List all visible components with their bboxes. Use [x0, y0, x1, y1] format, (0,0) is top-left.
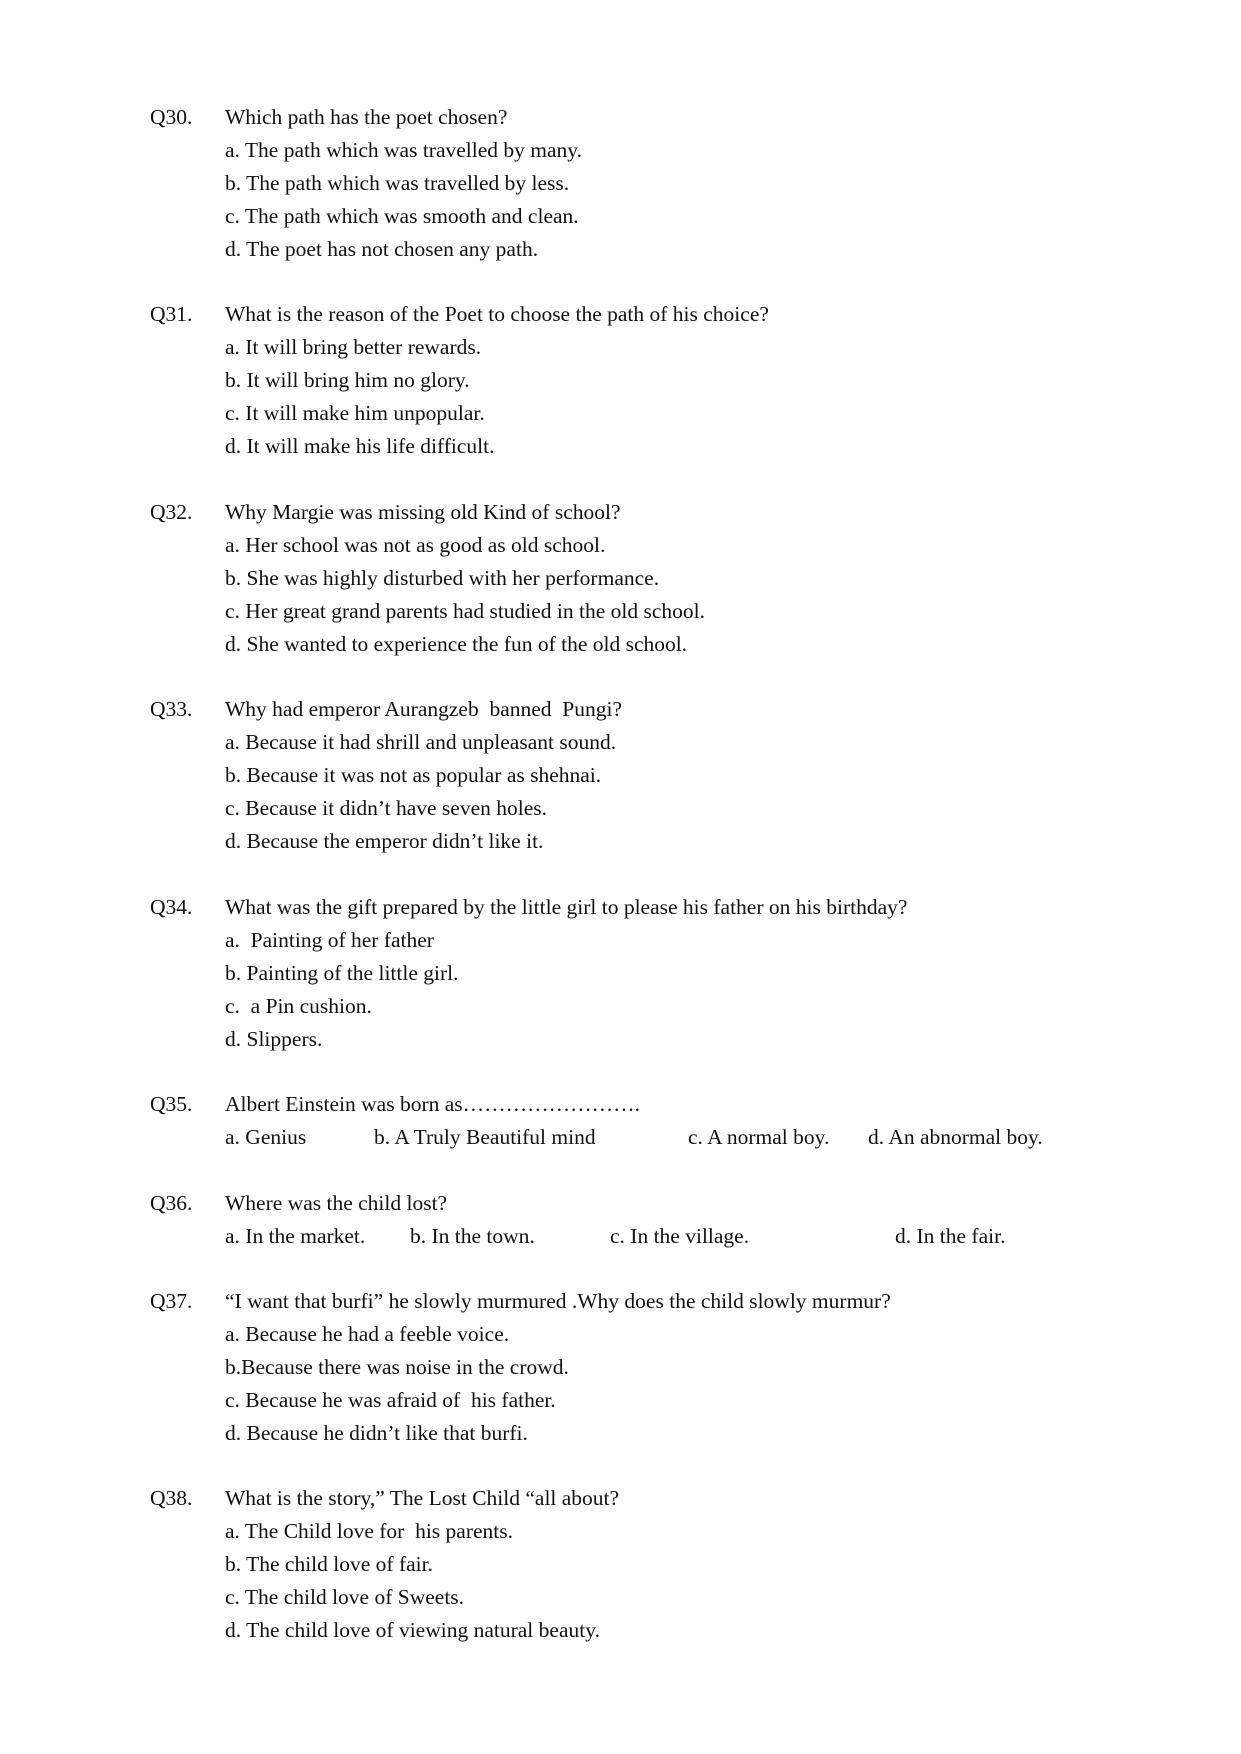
option-a: a. Because it had shrill and unpleasant sound.: [225, 730, 617, 754]
options-row: [150, 1121, 1150, 1154]
question-text: What is the story,” The Lost Child “all about?: [225, 1486, 620, 1510]
option-d: d. It will make his life difficult.: [225, 434, 495, 458]
question-text: What was the gift prepared by the little girl to please his father on his birthday?: [225, 895, 908, 919]
option-d: d. In the fair.: [895, 1224, 1006, 1248]
option-b: b. The child love of fair.: [225, 1552, 433, 1576]
question-number: Q31.: [150, 302, 193, 326]
option-c: c. The child love of Sweets.: [225, 1585, 465, 1609]
question-block-q37: [150, 1285, 1150, 1450]
option-b: b. The path which was travelled by less.: [225, 171, 570, 195]
question-number: Q36.: [150, 1191, 193, 1215]
question-number: Q38.: [150, 1486, 193, 1510]
option-b: b. She was highly disturbed with her performance.: [225, 566, 660, 590]
option-b: b. Because it was not as popular as shehnai.: [225, 763, 602, 787]
question-text: Albert Einstein was born as…………………….: [225, 1092, 641, 1116]
question-text: “I want that burfi” he slowly murmured .Why does the child slowly murmur?: [225, 1289, 891, 1313]
option-d: d. An abnormal boy.: [868, 1125, 1043, 1149]
option-d: d. Slippers.: [225, 1027, 323, 1051]
option-a: a. Because he had a feeble voice.: [225, 1322, 510, 1346]
option-d: d. The child love of viewing natural beauty.: [225, 1618, 600, 1642]
option-c: c. a Pin cushion.: [225, 994, 372, 1018]
option-c: c. The path which was smooth and clean.: [225, 204, 579, 228]
option-c: c. Because it didn’t have seven holes.: [225, 796, 548, 820]
question-number: Q35.: [150, 1092, 193, 1116]
option-a: a. The Child love for his parents.: [225, 1519, 514, 1543]
question-block-q34: [150, 891, 1150, 1056]
option-b: b. Painting of the little girl.: [225, 961, 459, 985]
question-text: Why Margie was missing old Kind of school?: [225, 500, 621, 524]
option-a: a. The path which was travelled by many.: [225, 138, 583, 162]
option-d: d. Because the emperor didn’t like it.: [225, 829, 544, 853]
option-d: d. The poet has not chosen any path.: [225, 237, 539, 261]
option-b: b. It will bring him no glory.: [225, 368, 470, 392]
question-text: Where was the child lost?: [225, 1191, 448, 1215]
option-b: b. A Truly Beautiful mind: [374, 1125, 596, 1149]
question-text: Why had emperor Aurangzeb banned Pungi?: [225, 697, 623, 721]
option-a: a. Painting of her father: [225, 928, 434, 952]
option-b: b. In the town.: [410, 1224, 535, 1248]
option-b: b.Because there was noise in the crowd.: [225, 1355, 569, 1379]
question-block-q36: [150, 1187, 1150, 1253]
question-text: Which path has the poet chosen?: [225, 105, 508, 129]
question-block-q32: [150, 496, 1150, 661]
question-number: Q37.: [150, 1289, 193, 1313]
option-c: c. Because he was afraid of his father.: [225, 1388, 556, 1412]
question-block-q30: [150, 101, 1150, 266]
question-number: Q32.: [150, 500, 193, 524]
question-block-q35: [150, 1088, 1150, 1154]
option-c: c. Her great grand parents had studied in the old school.: [225, 599, 706, 623]
question-number: Q30.: [150, 105, 193, 129]
question-block-q31: [150, 298, 1150, 463]
question-text: What is the reason of the Poet to choose the path of his choice?: [225, 302, 769, 326]
option-a: a. Genius: [225, 1125, 307, 1149]
options-row: [150, 1220, 1150, 1253]
question-number: Q33.: [150, 697, 193, 721]
option-a: a. It will bring better rewards.: [225, 335, 482, 359]
option-c: c. It will make him unpopular.: [225, 401, 485, 425]
option-c: c. A normal boy.: [688, 1125, 830, 1149]
option-c: c. In the village.: [610, 1224, 750, 1248]
option-d: d. Because he didn’t like that burfi.: [225, 1421, 528, 1445]
option-a: a. Her school was not as good as old school.: [225, 533, 606, 557]
option-a: a. In the market.: [225, 1224, 366, 1248]
question-block-q38: [150, 1482, 1150, 1647]
option-d: d. She wanted to experience the fun of the old school.: [225, 632, 688, 656]
question-block-q33: [150, 693, 1150, 858]
question-number: Q34.: [150, 895, 193, 919]
